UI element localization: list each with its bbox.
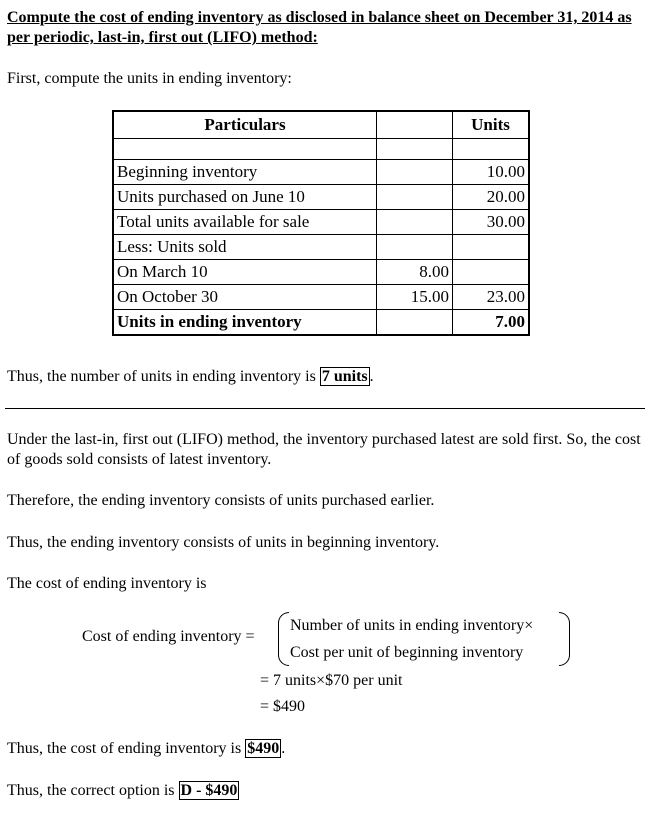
table-row [113,160,529,185]
row-label: On October 30 [113,285,377,310]
table-row [113,235,529,260]
table-header-row [113,111,529,139]
explanation-p2: Therefore, the ending inventory consists of units purchased earlier. [7,492,435,509]
explanation-p3: Thus, the ending inventory consists of units in beginning inventory. [7,534,440,551]
row-label: On March 10 [113,260,377,285]
row-mid [377,160,453,185]
row-mid: 15.00 [377,285,453,310]
row-units: 30.00 [453,210,530,235]
formula-step1: = 7 units×$70 per unit [260,672,403,689]
units-table [112,110,530,336]
row-mid [377,310,453,336]
table-row [113,185,529,210]
row-label: Units in ending inventory [113,310,377,336]
table-row [113,285,529,310]
row-units [453,260,530,285]
table-spacer-row [113,139,529,160]
cost-result: Thus, the cost of ending inventory is $490 . [7,740,286,757]
explanation-p4: The cost of ending inventory is [7,575,207,592]
row-label: Less: Units sold [113,235,377,260]
table-total-row [113,310,529,336]
intro-text: First, compute the units in ending inventory: [7,70,292,87]
row-units: 23.00 [453,285,530,310]
row-label: Beginning inventory [113,160,377,185]
explanation-p1: Under the last-in, first out (LIFO) method, the inventory purchased latest are sold first. So, the cost of goods sold consists of latest inventory. [7,431,641,468]
row-mid [377,235,453,260]
row-mid: 8.00 [377,260,453,285]
option-answer-box: D - $490 [180,782,238,799]
formula-line2: Cost per unit of beginning inventory [290,644,524,661]
row-mid [377,210,453,235]
blank-header [377,111,453,139]
right-parenthesis [559,612,570,666]
formula-step2: = $490 [260,698,306,715]
row-units: 7.00 [453,310,530,336]
table-row [113,210,529,235]
row-label: Units purchased on June 10 [113,185,377,210]
option-result: Thus, the correct option is D - $490 [7,782,238,799]
units-header: Units [453,111,530,139]
formula-label: Cost of ending inventory = [82,628,255,645]
row-units: 20.00 [453,185,530,210]
page-heading: Compute the cost of ending inventory as disclosed in balance sheet on December 31, 2014 as per periodic, last-in, first out (LIFO) method: [7,9,632,46]
units-answer-box: 7 units [321,368,368,385]
row-units [453,235,530,260]
row-units: 10.00 [453,160,530,185]
units-result: Thus, the number of units in ending inventory is 7 units . [7,368,374,385]
divider [5,408,645,409]
left-parenthesis [278,612,289,666]
cost-answer-box: $490 [247,740,280,757]
particulars-header: Particulars [113,111,377,139]
row-mid [377,185,453,210]
row-label: Total units available for sale [113,210,377,235]
formula-line1: Number of units in ending inventory× [290,617,534,634]
table-row [113,260,529,285]
